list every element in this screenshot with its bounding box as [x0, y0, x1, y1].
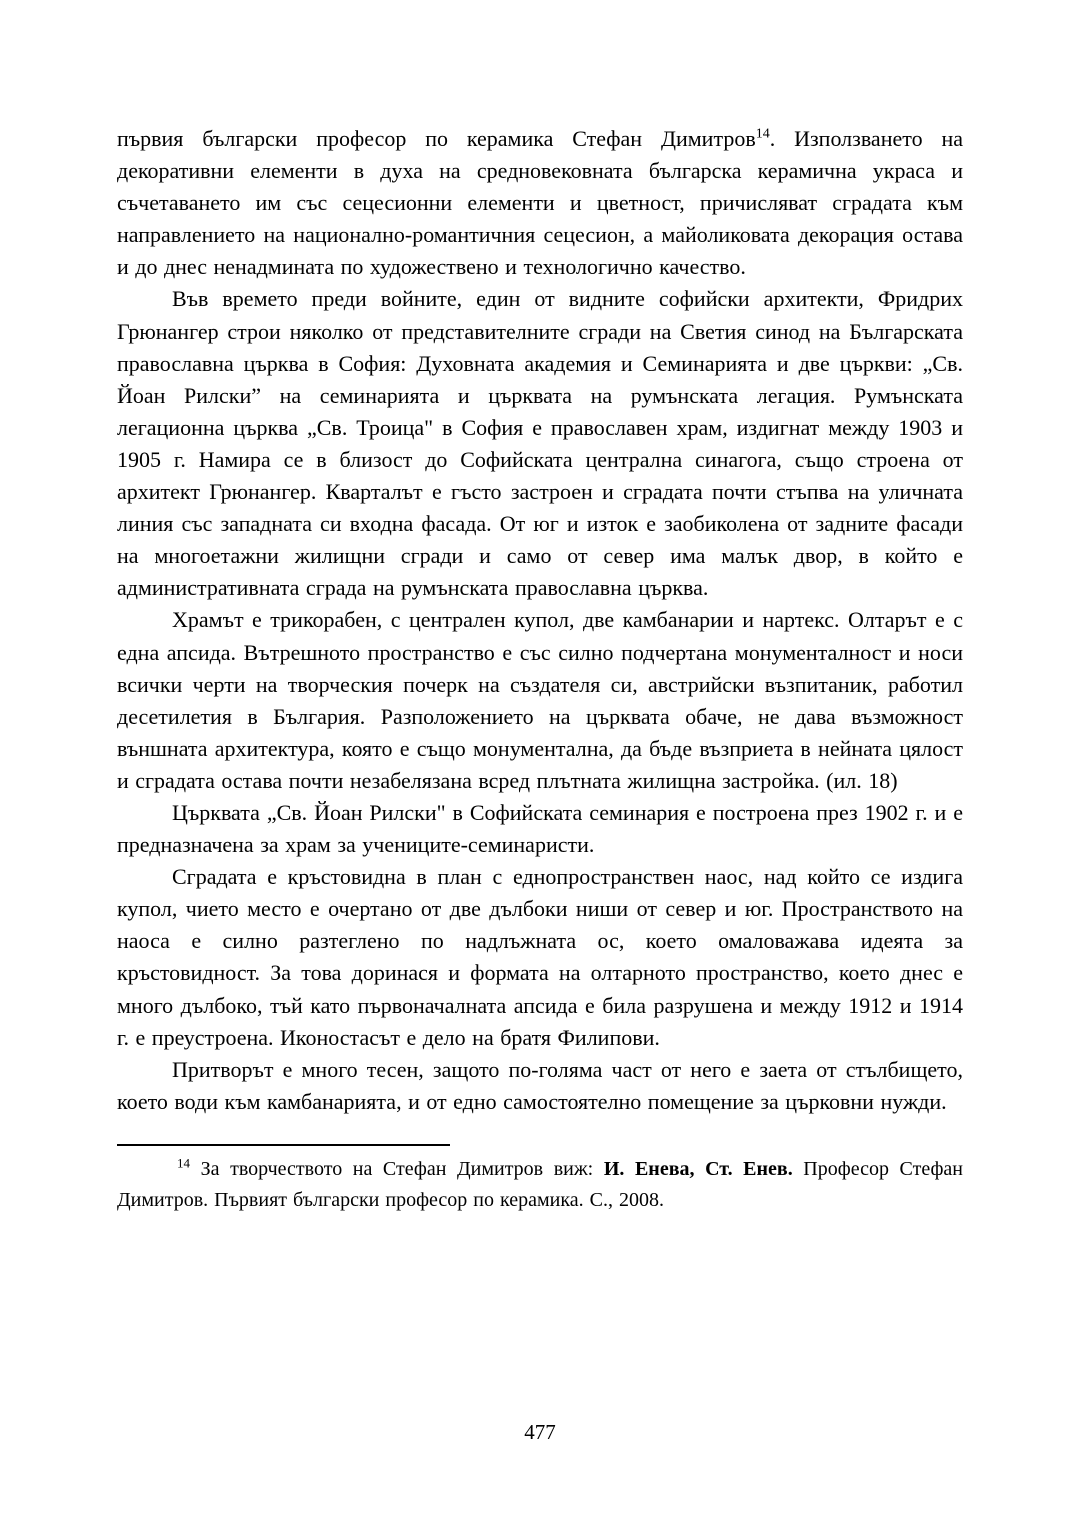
paragraph: Сградата е кръстовидна в план с еднопространствен наос, над който се издига купол, чието место е очертано от две дълбоки ниши от север и юг. Пространството на наоса е силно разтеглено по надлъжната ос, което омаловажава идеята за кръстовидност. За това доринася и формата на олтарното пространство, което днес е много дълбоко, тъй като първоначалната апсида е била разрушена и между 1912 и 1914 г. е преустроена. Иконостасът е дело на братя Филипови. — [117, 864, 963, 1050]
footnote-text: Професор Стефан Димитров. Първият български професор по керамика. С., 2008. — [117, 1157, 963, 1211]
paragraph-text: първия български професор по керамика Стефан Димитров — [117, 126, 756, 151]
paragraph: Храмът е трикорабен, с централен купол, две камбанарии и нартекс. Олтарът е с една апсида. Вътрешното пространство е със силно подчертана монументалност и носи всички черти на творческия почерк на създателя си, австрийски възпитаник, работил десетилетия в България. Разположението на църквата обаче, не дава възможност външната архитектура, която е също монументална, да бъде възприета в нейната цялост и сградата остава почти незабелязана всред плътната жилищна застройка. (ил. 18) — [117, 607, 963, 793]
footnote-text: За творчеството на Стефан Димитров виж: — [200, 1157, 604, 1180]
footnote-authors: И. Енева, Ст. Енев. — [603, 1157, 793, 1180]
footnote-reference-14: 14 — [755, 126, 770, 142]
paragraph: Във времето преди войните, един от видните софийски архитекти, Фридрих Грюнангер строи няколко от представителните сгради на Светия синод на Българската православна църква в София: Духовната академия и Семинарията и две църкви: „Св. Йоан Рилски” на семинарията и църквата на румънската легация. Румънската легационна църква „Св. Троица" в София е православен храм, издигнат между 1903 и 1905 г. Намира се в близост до Софийската централна синагога, също строена от архитект Грюнангер. Кварталът е гъсто застроен и сградата почти стъпва на уличната линия със западната си входна фасада. От юг и изток е заобиколена от задните фасади на многоетажни жилищни сгради и само от север има малък двор, в който е административната сграда на румънската православна църква. — [117, 286, 963, 601]
paragraph-continuation — [117, 123, 963, 283]
paragraph: Църквата „Св. Йоан Рилски" в Софийската семинария е построена през 1902 г. и е предназначена за храм за учениците-семинаристи. — [117, 799, 963, 858]
footnote-separator — [117, 1144, 450, 1146]
body-text — [117, 123, 963, 1118]
paragraph: Притворът е много тесен, защото по-голяма част от него е заета от стълбището, което води към камбанарията, и от едно самостоятелно помещение за църковни нужди. — [117, 1056, 963, 1114]
page-number: 477 — [524, 1420, 556, 1444]
paragraph-text: . Използването на декоративни елементи в духа на средновековната българска керамична украса и съчетаването им със сецесионни елементи и цветност, причисляват сградата към направлението на национално-романтичния сецесион, а майоликовата декорация остава и до днес ненадмината по художествено и технологично качество. — [117, 126, 963, 280]
footnote — [117, 1154, 963, 1216]
footnote-marker: 14 — [177, 1155, 190, 1171]
